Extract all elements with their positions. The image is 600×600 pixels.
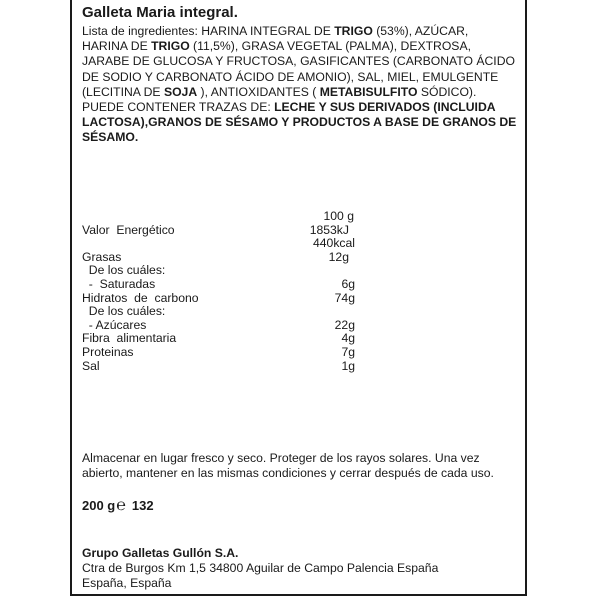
nutrition-row: [82, 305, 372, 319]
nutrition-row: [82, 224, 372, 238]
nutrient-label: De los cuáles:: [82, 304, 166, 319]
nutrition-row: [82, 264, 372, 278]
nutrition-row: [82, 319, 372, 333]
nutrient-label: - Saturadas: [82, 276, 156, 291]
ingredients-list: [82, 24, 517, 146]
allergen-soja: SOJA: [163, 84, 198, 99]
nutrient-value: 1853kJ: [309, 222, 349, 237]
company-name: Grupo Galletas Gullón S.A.: [82, 546, 239, 560]
nutrient-label: Hidratos de carbono: [82, 290, 199, 305]
nutrient-label: De los cuáles:: [82, 263, 166, 278]
nutrition-row: [82, 237, 372, 251]
nutrient-value: 22g: [334, 317, 355, 332]
net-weight: [82, 498, 517, 514]
nutrition-row: [82, 332, 372, 346]
nutrient-value: 7g: [341, 344, 355, 359]
nutrient-label: - Azúcares: [82, 317, 147, 332]
nutrition-row: [82, 360, 372, 374]
ingredients-segment: ), ANTIOXIDANTES (: [197, 84, 320, 99]
allergen-trigo: TRIGO: [334, 24, 373, 38]
storage-instructions: Almacenar en lugar fresco y seco. Proteger de los rayos solares. Una vez abierto, mantener en las mismas condiciones y cerrar después de cada uso.: [82, 451, 494, 481]
nutrition-row: [82, 346, 372, 360]
nutrient-value: 12g: [328, 249, 349, 264]
nutrition-column-header: 100 g: [323, 209, 354, 223]
allergen-trigo: TRIGO: [151, 39, 190, 54]
estimated-sign-icon: ℮: [116, 497, 126, 514]
nutrition-row: [82, 278, 372, 292]
nutrition-row: [82, 251, 372, 265]
nutrient-label: Proteinas: [82, 344, 134, 359]
lot-code: 132: [131, 498, 154, 513]
nutrient-label: Grasas: [82, 249, 122, 264]
nutrient-label: Valor Energético: [82, 222, 175, 237]
nutrition-row: [82, 292, 372, 306]
company-country: España, España: [82, 576, 172, 591]
ingredients-segment: Lista de ingredientes: HARINA INTEGRAL DE: [82, 24, 335, 38]
nutrient-value: 440kcal: [312, 236, 355, 251]
ingredients-segment: (11,5%), GRASA VEGETAL (PALMA), DEXTROSA, JARABE DE GLUCOSA Y FRUCTOSA, GASIFICANTES (CARBONATO ÁCIDO DE SODIO Y CARBONATO ÁCIDO DE AMONIO), SAL, MIEL, EMULGENTE (LECITINA DE: [82, 39, 515, 99]
nutrient-value: 6g: [341, 276, 355, 291]
ingredients-segment: SÓDICO). PUEDE CONTENER TRAZAS DE:: [82, 84, 477, 115]
nutrition-header-row: [82, 210, 372, 224]
nutrient-value: 74g: [334, 290, 355, 305]
ingredients-segment: (53%), AZÚCAR, HARINA DE: [82, 24, 469, 54]
nutrient-value: 1g: [341, 358, 355, 373]
company-address: Ctra de Burgos Km 1,5 34800 Aguilar de Campo Palencia España: [82, 561, 439, 576]
allergen-metabisulfito: METABISULFITO: [319, 84, 418, 99]
nutrient-label: Fibra alimentaria: [82, 331, 177, 346]
nutrition-table: [82, 210, 372, 373]
company-info: [82, 546, 517, 592]
product-label: [70, 0, 527, 596]
nutrient-label: Sal: [82, 358, 100, 373]
net-weight-value: 200 g: [82, 498, 116, 513]
traces-warning: LECHE Y SUS DERIVADOS (INCLUIDA LACTOSA),GRANOS DE SÉSAMO Y PRODUCTOS A BASE DE GRANOS DE SÉSAMO.: [82, 100, 517, 145]
product-title: Galleta Maria integral.: [82, 4, 238, 21]
nutrient-value: 4g: [341, 331, 355, 346]
